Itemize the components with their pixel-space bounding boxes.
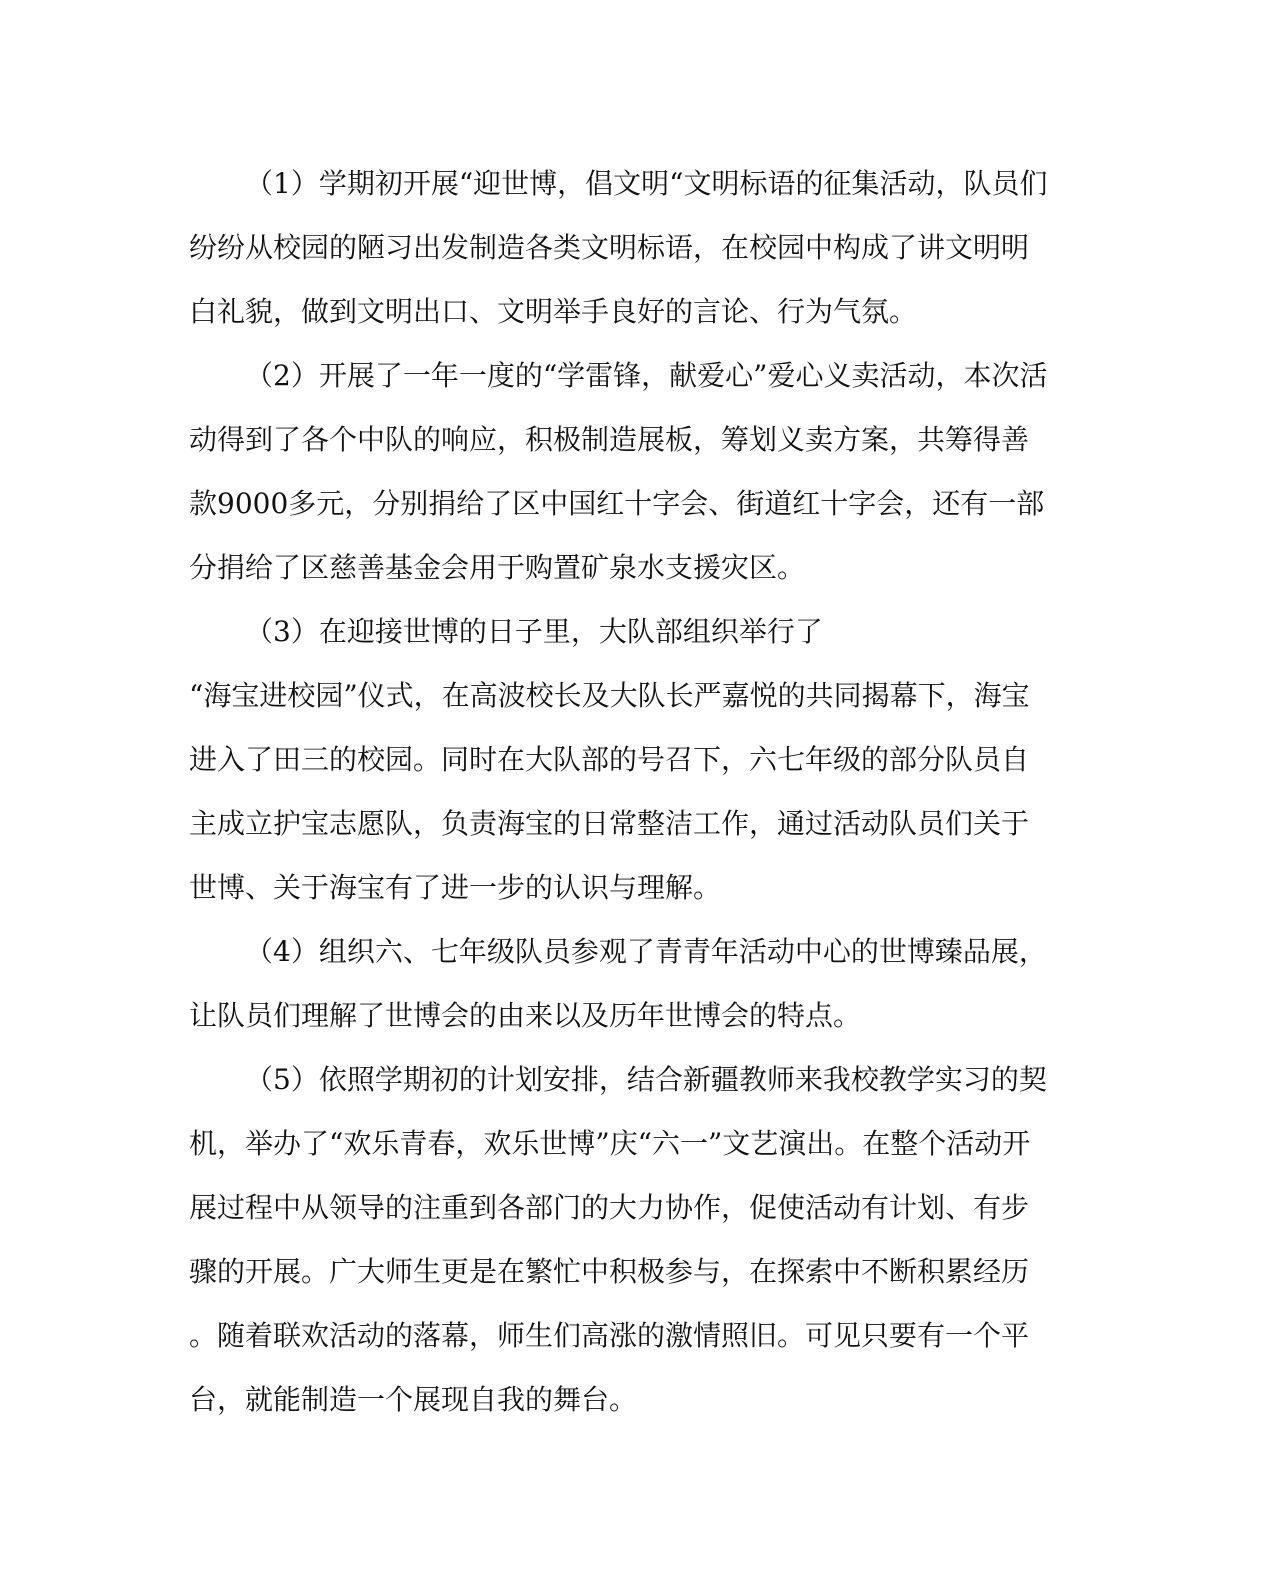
paragraph-2-line-4: 分捐给了区慈善基金会用于购置矿泉水支援灾区。 [189, 551, 806, 584]
paragraph-4-line-2: 让队员们理解了世博会的由来以及历年世博会的特点。 [189, 999, 862, 1032]
paragraph-5-line-6: 台，就能制造一个展现自我的舞台。 [189, 1383, 638, 1416]
paragraph-1-line-1: （1）学期初开展“迎世博，倡文明“文明标语的征集活动，队员们 [245, 167, 1048, 200]
paragraph-3-line-3: 进入了田三的校园。同时在大队部的号召下，六七年级的部分队员自 [189, 743, 1030, 776]
paragraph-3-line-1: （3）在迎接世博的日子里，大队部组织举行了 [245, 615, 823, 648]
paragraph-3-line-4: 主成立护宝志愿队，负责海宝的日常整洁工作，通过活动队员们关于 [189, 807, 1030, 840]
paragraph-5-line-2: 机，举办了“欢乐青春，欢乐世博”庆“六一”文艺演出。在整个活动开 [189, 1127, 1031, 1160]
paragraph-4-line-1: （4）组织六、七年级队员参观了青青年活动中心的世博臻品展， [245, 935, 1047, 968]
paragraph-2-line-3: 款9000多元，分别捐给了区中国红十字会、街道红十字会，还有一部 [189, 487, 1045, 520]
paragraph-3-line-2: “海宝进校园”仪式，在高波校长及大队长严嘉悦的共同揭幕下，海宝 [189, 679, 1030, 712]
paragraph-1-line-2: 纷纷从校园的陋习出发制造各类文明标语，在校园中构成了讲文明明 [189, 231, 1030, 264]
paragraph-3-line-5: 世博、关于海宝有了进一步的认识与理解。 [189, 871, 722, 904]
paragraph-5-line-3: 展过程中从领导的注重到各部门的大力协作，促使活动有计划、有步 [189, 1191, 1030, 1224]
paragraph-2-line-1: （2）开展了一年一度的“学雷锋，献爱心”爱心义卖活动，本次活 [245, 359, 1048, 392]
paragraph-2-line-2: 动得到了各个中队的响应，积极制造展板，筹划义卖方案，共筹得善 [189, 423, 1030, 456]
paragraph-5-line-5: 。随着联欢活动的落幕，师生们高涨的激情照旧。可见只要有一个平 [189, 1319, 1030, 1352]
paragraph-5-line-4: 骤的开展。广大师生更是在繁忙中积极参与，在探索中不断积累经历 [189, 1255, 1030, 1288]
paragraph-1-line-3: 白礼貌，做到文明出口、文明举手良好的言论、行为气氛。 [189, 295, 918, 328]
paragraph-5-line-1: （5）依照学期初的计划安排，结合新疆教师来我校教学实习的契 [245, 1063, 1047, 1096]
